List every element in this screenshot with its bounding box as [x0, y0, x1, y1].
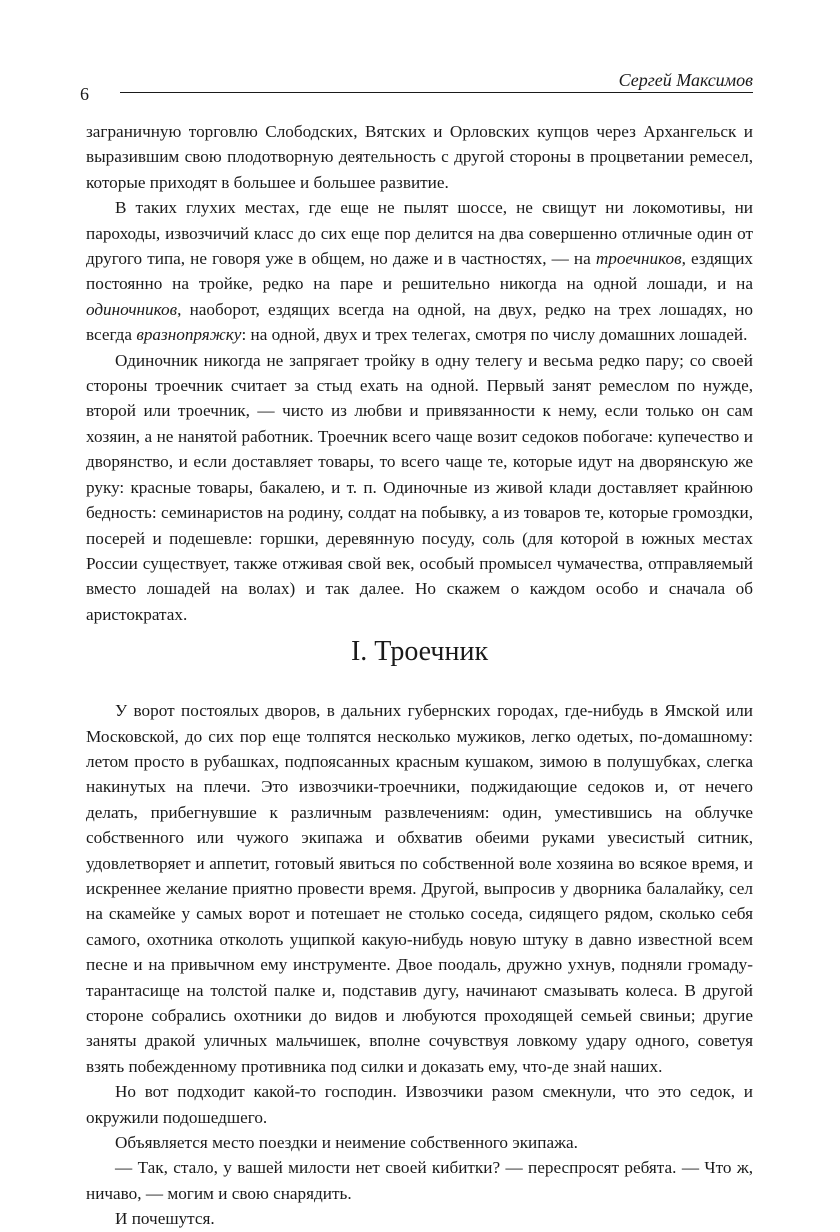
- paragraph: У ворот постоялых дворов, в дальних губернских городах, где-нибудь в Ямской или Московской, до сих пор еще толпятся несколько мужиков, легко одетых, по-домашному: летом просто в рубашках, подпоясанных красным кушаком, зимою в полушубках, слегка накинутых на плечи. Это извозчики-троечники, поджидающие седоков и, от нечего делать, прибегнувшие к различным развлечениям: один, уместившись на облучке собственного или чужого экипажа и обхватив обеими руками увесистый ситник, удовлетворяет и аппетит, готовый явиться по собственной воле хозяина во всякое время, и искреннее желание приятно провести время. Другой, выпросив у дворника балалайку, сел на скамейке у самых ворот и потешает не столько соседа, сидящего рядом, сколько себя самого, охотника отколоть ущипкой какую-нибудь новую штуку в давно известной всем песне и на привычном ему инструменте. Двое поодаль, дружно ухнув, подняли громаду-тарантасище на толстой палке и, подставив дугу, начинают смазывать колеса. В другой стороне собрались охотники до видов и любуются проходящей семьей свиньи; другие заняты дракой уличных мальчишек, вполне сочувствуя ловкому удару одного, советуя взять побежденному противника под силки и доказать ему, что-де знай наших.: [86, 701, 753, 1076]
- paragraph: И почешутся.: [115, 1209, 215, 1229]
- italic-term: одиночников: [86, 299, 178, 319]
- paragraph: Объявляется место поездки и неимение собственного экипажа.: [115, 1133, 578, 1153]
- text-run: В таких глухих местах, где еще не пылят шоссе, не свищут ни локомотивы, ни пароходы, извозчичий класс до сих еще пор делится на два совершенно отличные один от другого типа, не говоря уже в общем, но даже и в частностях, — на: [86, 198, 753, 269]
- italic-term: вразнопряжку: [136, 325, 242, 345]
- text-run: , ездящих постоянно на тройке, редко на паре и решительно никогда на одной лошади, и на: [86, 249, 753, 294]
- page-number: 6: [80, 84, 89, 104]
- text-run: , наоборот, ездящих всегда на одной, на двух, редко на трех лошадях, но всегда: [86, 299, 753, 345]
- header-rule: [120, 92, 753, 93]
- running-head-author: Сергей Максимов: [618, 70, 753, 90]
- paragraph: [86, 195, 753, 347]
- paragraph: Но вот подходит какой-то господин. Извозчики разом смекнули, что это седок, и окружили подошедшего.: [86, 1082, 753, 1127]
- italic-term: троечников: [595, 249, 682, 269]
- text-run: : на одной, двух и трех телегах, смотря по числу домашних лошадей.: [241, 325, 748, 345]
- paragraph: Одиночник никогда не запрягает тройку в одну телегу и весьма редко пару; со своей стороны троечник считает за стыд ехать на одной. Первый занят ремеслом по нужде, второй или троечник, — чисто из любви и привязанности к нему, если только он сам хозяин, а не нанятой работник. Троечник всего чаще возит седоков побогаче: купечество и дворянство, и если доставляет товары, то всего чаще те, которые идут на дворянскую же руку: красные товары, бакалею, и т. п. Одиночные из живой клади доставляет крайнюю бедность: семинаристов на родину, солдат на побывку, а из товаров те, которые громоздки, посерей и подешевле: горшки, деревянную посуду, соль (для которой в южных местах России существует, также отживая свой век, особый промысел чумачества, отправляемый вместо лошадей на волах) и так далее. Но скажем о каждом особо и сначала об аристократах.: [86, 350, 753, 624]
- paragraph-continued: заграничную торговлю Слободских, Вятских и Орловских купцов через Архангельск и выразившим свою плодотворную деятельность с другой стороны в процветании ремесел, которые приходят в большее и большее развитие.: [86, 122, 753, 192]
- running-header: [80, 70, 753, 104]
- dialogue-paragraph: — Так, стало, у вашей милости нет своей кибитки? — переспросят ребята. — Что ж, ничаво, — могим и свою снарядить.: [86, 1158, 753, 1203]
- chapter-title: I. Троечник: [350, 636, 489, 668]
- body-text: [86, 119, 753, 1232]
